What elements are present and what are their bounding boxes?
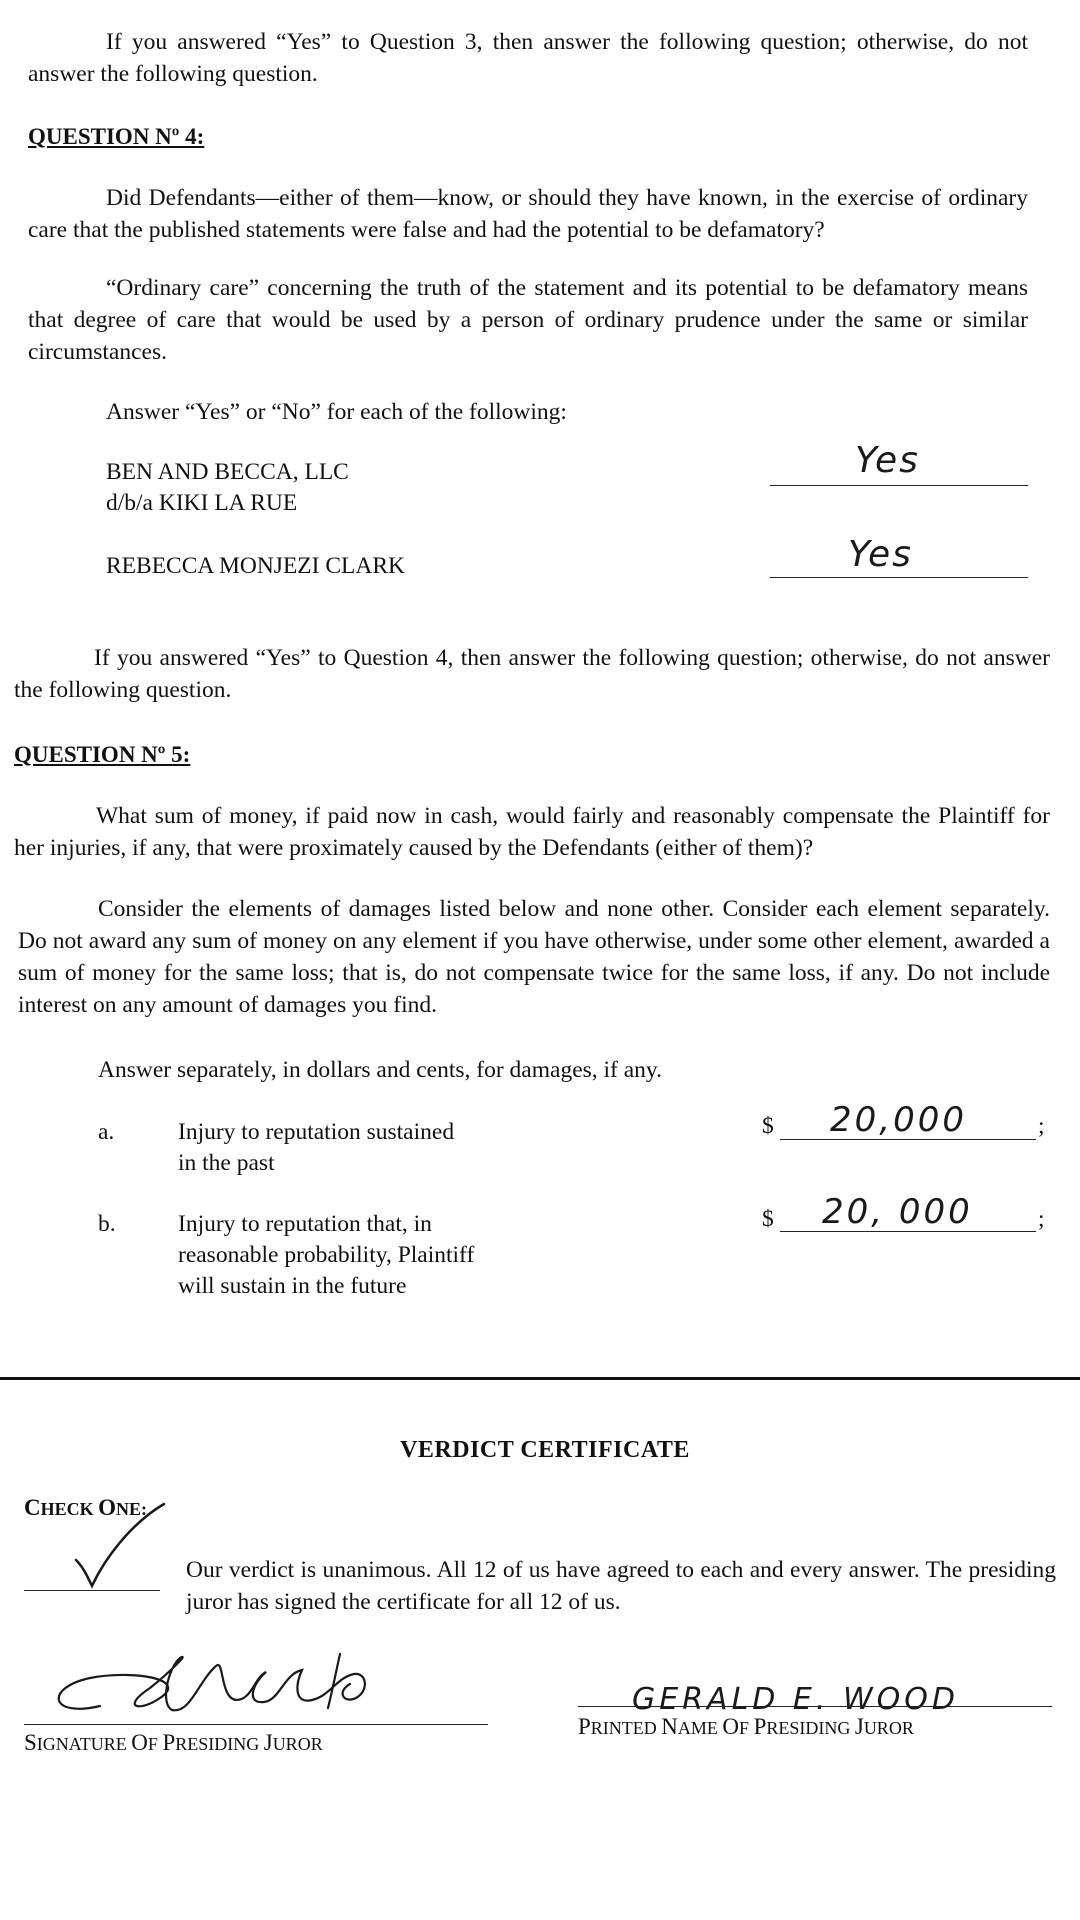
defendant-1-dba: d/b/a KIKI LA RUE xyxy=(106,490,298,516)
item-b-line3: will sustain in the future xyxy=(178,1273,407,1299)
item-a-line2: in the past xyxy=(178,1150,275,1176)
check-one-label: CHECK ONE: xyxy=(24,1495,148,1520)
printed-name-line xyxy=(578,1706,1052,1707)
defendant-2-answer[interactable]: Yes xyxy=(848,534,913,575)
juror-signature-icon xyxy=(40,1648,380,1728)
question-4-text: Did Defendants—either of them—know, or should they have known, in the exercise of ordinary care that the published statements were false and had the potential to be defamatory? xyxy=(28,185,1028,243)
item-b-dollar-sign: $ xyxy=(762,1206,774,1232)
section-divider xyxy=(0,1377,1080,1380)
signature-line xyxy=(24,1724,488,1725)
answer-instruction: Answer “Yes” or “No” for each of the following: xyxy=(106,399,567,425)
damages-elements-text: Consider the elements of damages listed below and none other. Consider each element separately. Do not award any sum of money on any element if you have otherwise, under some other element, awarded a sum of money for the same loss; that is, do not compensate twice for the same loss, if any. Do not include interest on any amount of damages you find. xyxy=(18,896,1050,1018)
signature-label: SIGNATURE OF PRESIDING JUROR xyxy=(24,1730,323,1755)
item-b-line1: Injury to reputation that, in xyxy=(178,1211,432,1237)
item-a-amount[interactable]: 20,000 xyxy=(830,1100,967,1140)
defendant-2-answer-line xyxy=(770,577,1028,578)
question-5-heading: QUESTION Nº 5: xyxy=(14,742,191,767)
item-a-semicolon: ; xyxy=(1038,1113,1045,1139)
item-b-amount[interactable]: 20, 000 xyxy=(822,1192,973,1232)
verdict-certificate-title: VERDICT CERTIFICATE xyxy=(400,1437,690,1463)
defendant-1-name: BEN AND BECCA, LLC xyxy=(106,459,349,485)
defendant-1-answer[interactable]: Yes xyxy=(855,440,920,481)
printed-name-label: PRINTED NAME OF PRESIDING JUROR xyxy=(578,1714,914,1739)
question-4-heading: QUESTION Nº 4: xyxy=(28,124,205,149)
item-a-dollar-sign: $ xyxy=(762,1113,774,1139)
question-5-text: What sum of money, if paid now in cash, would fairly and reasonably compensate the Plaintiff for her injuries, if any, that were proximately caused by the Defendants (either of them)? xyxy=(14,803,1050,861)
defendant-1-answer-line xyxy=(770,485,1028,486)
unanimous-verdict-text: Our verdict is unanimous. All 12 of us have agreed to each and every answer. The presiding juror has signed the certificate for all 12 of us. xyxy=(186,1557,1056,1615)
checkmark-icon[interactable] xyxy=(60,1500,170,1592)
dollars-instruction: Answer separately, in dollars and cents, for damages, if any. xyxy=(98,1057,663,1083)
item-a-line1: Injury to reputation sustained xyxy=(178,1119,455,1145)
intro-question-3: If you answered “Yes” to Question 3, then answer the following question; otherwise, do not answer the following question. xyxy=(28,29,1028,87)
printed-name-handwritten[interactable]: GERALD E. WOOD xyxy=(632,1682,959,1717)
item-a-letter: a. xyxy=(98,1119,115,1145)
unanimous-check-line xyxy=(24,1590,160,1591)
intro-question-4: If you answered “Yes” to Question 4, then answer the following question; otherwise, do not answer the following question. xyxy=(14,645,1050,703)
item-b-line2: reasonable probability, Plaintiff xyxy=(178,1242,475,1268)
item-b-letter: b. xyxy=(98,1211,116,1237)
ordinary-care-definition: “Ordinary care” concerning the truth of the statement and its potential to be defamatory means that degree of care that would be used by a person of ordinary prudence under the same or similar circumstances. xyxy=(28,275,1028,365)
item-b-semicolon: ; xyxy=(1038,1206,1045,1232)
defendant-2-name: REBECCA MONJEZI CLARK xyxy=(106,553,405,579)
